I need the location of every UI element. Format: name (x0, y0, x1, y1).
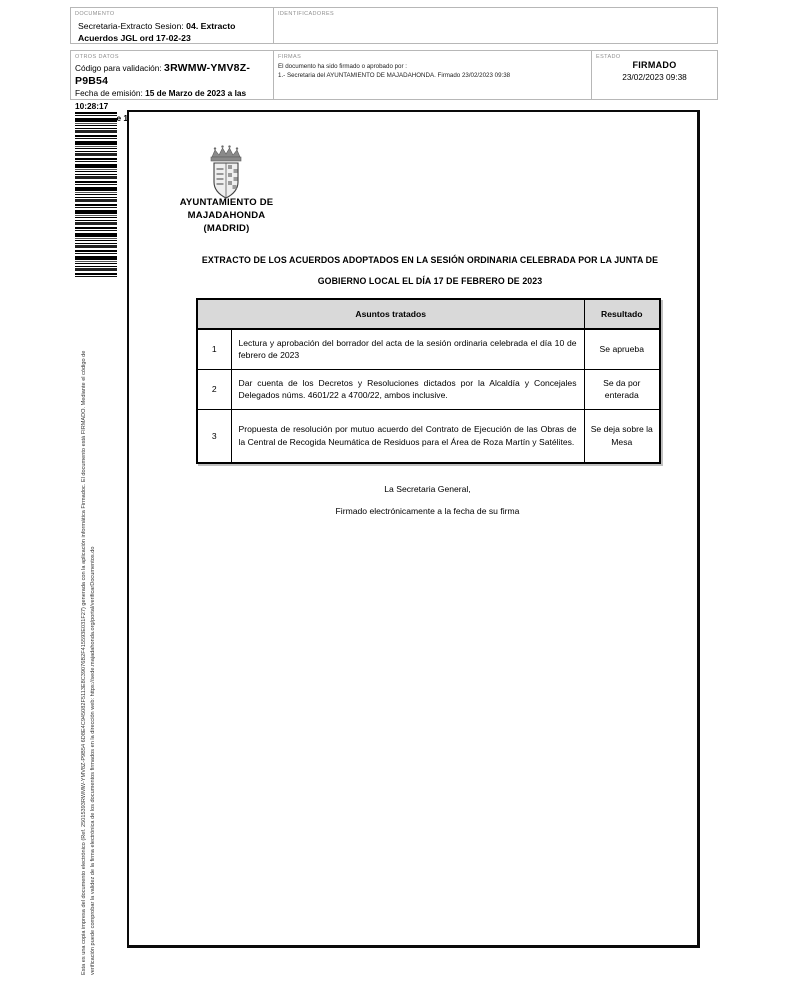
signature-note: Firmado electrónicamente a la fecha de su firma (335, 506, 520, 516)
org-line3: (MADRID) (203, 223, 250, 234)
firmas-label: FIRMAS (278, 54, 302, 60)
row-number: 3 (197, 409, 231, 463)
row-asunto: Propuesta de resolución por mutuo acuerdo del Contrato de Ejecución de las Obras de la Central de Recogida Neumática de Residuos para el Área de Roza Martín y Satélites. (231, 409, 584, 463)
documento-value (78, 20, 269, 44)
fecha-value: 15 de Marzo de 2023 a las 10:28:17 (75, 88, 247, 111)
verification-line2: verificación puede comprobar la validez de la firma electrónica de los documentos firmados en la dirección web: https://sede.majadahonda.org/portal/verificarDocumentos.do (90, 546, 96, 975)
meta-box-firmas (273, 50, 592, 100)
documento-label: DOCUMENTO (75, 11, 115, 17)
verification-line1: Esta es una copia impresa del documento electrónico (Ref. 25015393RWMW-YMV8Z-P9B54 6D8E4C945082F5113E8C39076B2F415593E031F27) generada con la aplicación informática Firmadoc. El documento está FIRMADO. Mediante el código de (81, 350, 87, 975)
pagina-line: 1 (123, 113, 129, 123)
row-number: 2 (197, 369, 231, 409)
estado-label: ESTADO (596, 54, 621, 60)
codigo-label: Código para validación: (75, 63, 165, 73)
verification-sidebar-text (80, 283, 98, 975)
header-asuntos-tratados: Asuntos tratados (197, 299, 584, 329)
estado-content (592, 60, 717, 82)
document-title-line1: EXTRACTO DE LOS ACUERDOS ADOPTADOS EN LA SESIÓN ORDINARIA CELEBRADA POR LA JUNTA DE (201, 255, 659, 265)
organization-name (134, 196, 319, 235)
document-title (195, 250, 665, 292)
codigo-value: 3RWMW-YMV8Z-P9B54 (75, 62, 251, 87)
city-coat-of-arms-icon (201, 144, 251, 204)
header-resultado: Resultado (584, 299, 660, 329)
table-header-row (197, 299, 660, 329)
documento-value-bold: 04. Extracto Acuerdos JGL ord 17-02-23 (78, 21, 236, 43)
meta-box-otros-datos (70, 50, 274, 123)
codigo-validacion-line (75, 62, 271, 87)
table-row (197, 369, 660, 409)
org-line2: MAJADAHONDA (187, 210, 266, 221)
table-row (197, 409, 660, 463)
agreements-table (196, 298, 661, 464)
row-asunto: Dar cuenta de los Decretos y Resoluciones dictados por la Alcaldía y Concejales Delegados núms. 4601/22 a 4700/22, ambos inclusive. (231, 369, 584, 409)
estado-timestamp: 23/02/2023 09:38 (622, 72, 687, 82)
identificadores-label: IDENTIFICADORES (278, 11, 335, 17)
firmas-line2: 1.- Secretaria del AYUNTAMIENTO DE MAJADAHONDA. Firmado 23/02/2023 09:38 (278, 71, 511, 79)
estado-status-badge: FIRMADO (632, 60, 677, 70)
meta-box-estado (591, 50, 718, 100)
signature-title: La Secretaria General, (384, 484, 471, 494)
documento-value-regular: Secretaria-Extracto Sesion: (78, 21, 187, 31)
row-number: 1 (197, 329, 231, 369)
table-row (197, 329, 660, 369)
fecha-emision-line (75, 87, 271, 112)
meta-box-documento (70, 7, 274, 44)
org-line1: AYUNTAMIENTO DE (179, 197, 274, 208)
otros-datos-label: OTROS DATOS (75, 54, 119, 60)
row-resultado: Se da por enterada (584, 369, 660, 409)
row-resultado: Se deja sobre la Mesa (584, 409, 660, 463)
barcode (75, 112, 117, 278)
document-title-line2: GOBIERNO LOCAL EL DÍA 17 DE FEBRERO DE 2023 (317, 276, 543, 286)
row-asunto: Lectura y aprobación del borrador del acta de la sesión ordinaria celebrada el día 10 de febrero de 2023 (231, 329, 584, 369)
firmas-line1: El documento ha sido firmado o aprobado por : (278, 63, 407, 70)
row-resultado: Se aprueba (584, 329, 660, 369)
firmas-content (278, 63, 588, 80)
meta-box-identificadores (273, 7, 718, 44)
fecha-label: Fecha de emisión: (75, 88, 146, 98)
document-sheet (127, 110, 700, 948)
